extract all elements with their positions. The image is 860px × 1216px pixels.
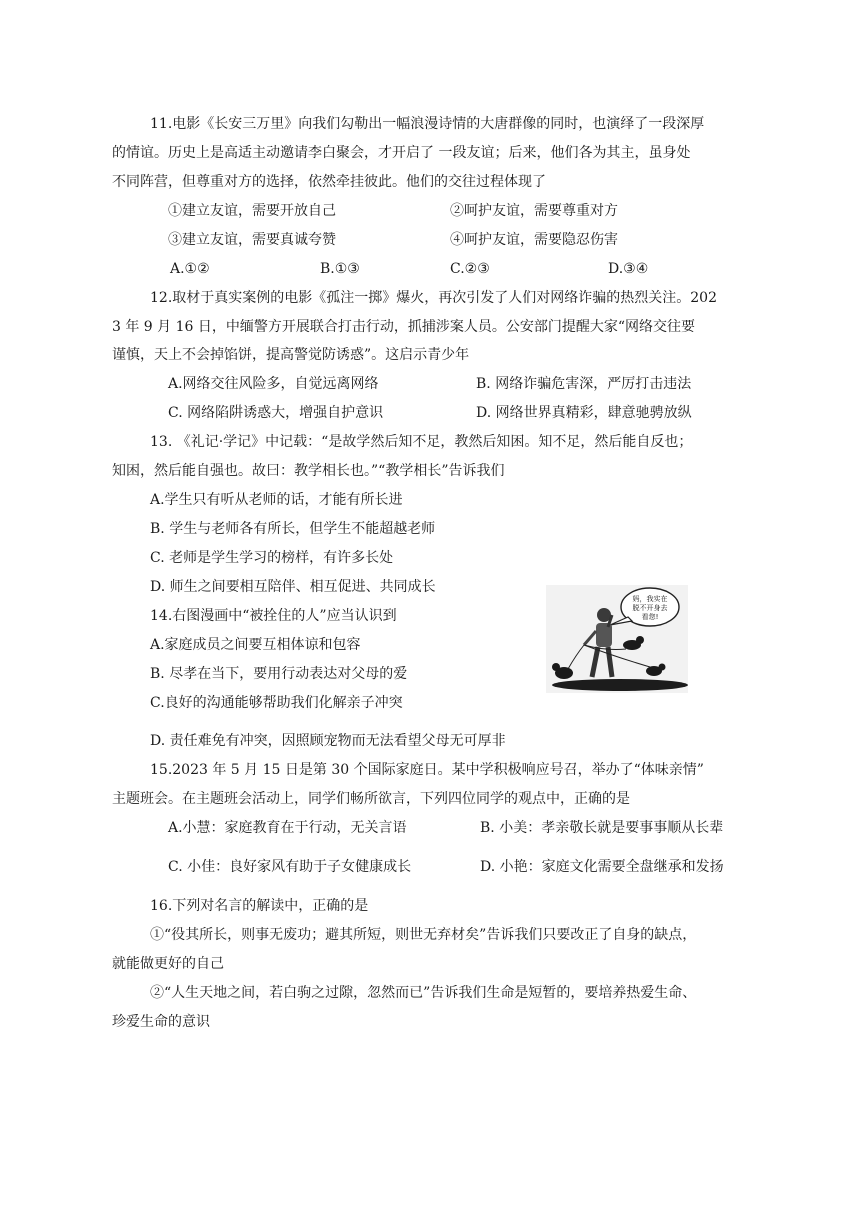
q11-line-3: 不同阵营，但尊重对方的选择，依然牵挂彼此。他们的交往过程体现了 [112,174,546,190]
q12-line-1: 12.取材于真实案例的电影《孤注一掷》爆火，再次引发了人们对网络诈骗的热烈关注。202 [150,290,717,306]
q16-line-4: ②“人生天地之间，若白驹之过隙，忽然而已”告诉我们生命是短暂的，要培养热爱生命、 [150,985,697,1001]
bubble-line-3: 看您! [641,613,659,621]
bubble-line-2: 脱不开身去 [632,604,668,612]
q15-option-a: A.小慧：家庭教育在于行动，无关言语 [168,820,407,836]
q12-option-c: C. 网络陷阱诱惑大，增强自护意识 [168,405,384,421]
q11-option-a: A.①② [170,261,210,277]
q16-line-3: 就能做更好的自己 [112,956,224,972]
q11-statement-4: ④呵护友谊，需要隐忍伤害 [450,232,618,248]
q13-option-a: A.学生只有听从老师的话，才能有所长进 [150,492,403,508]
q11-statement-1: ①建立友谊，需要开放自己 [168,203,336,219]
q11-option-c: C.②③ [450,261,490,277]
q11-statement-2: ②呵护友谊，需要尊重对方 [450,203,618,219]
q14-option-b: B. 尽孝在当下，要用行动表达对父母的爱 [150,666,408,682]
q16-line-2: ①“役其所长，则事无废功；避其所短，则世无弃材矣”告诉我们只要改正了自身的缺点， [150,927,697,943]
q12-line-2: 3 年 9 月 16 日，中缅警方开展联合打击行动，抓捕涉案人员。公安部门提醒大家“网络交往要 [112,319,696,335]
q12-option-a: A.网络交往风险多，自觉远离网络 [168,376,379,392]
q13-option-d: D. 师生之间要相互陪伴、相互促进、共同成长 [150,579,436,595]
q11-line-2: 的情谊。历史上是高适主动邀请李白聚会，才开启了 一段友谊；后来，他们各为其主，虽身处 [112,145,691,161]
q16-line-1: 16.下列对名言的解读中，正确的是 [150,898,369,914]
q14-option-c: C.良好的沟通能够帮助我们化解亲子冲突 [150,695,403,711]
q11-option-d: D.③④ [608,261,649,277]
q15-option-d: D. 小艳：家庭文化需要全盘继承和发扬 [480,859,724,875]
ground-shadow [552,679,688,691]
q13-line-2: 知困，然后能自强也。故曰：教学相长也。”“教学相长”告诉我们 [112,463,505,479]
q14-option-a: A.家庭成员之间要互相体谅和包容 [150,637,361,653]
q13-option-c: C. 老师是学生学习的榜样，有许多长处 [150,550,394,566]
q15-line-1: 15.2023 年 5 月 15 日是第 30 个国际家庭日。某中学积极响应号召，举办了“体味亲情” [150,762,704,778]
q11-option-b: B.①③ [320,261,360,277]
q12-option-b: B. 网络诈骗危害深，严厉打击违法 [476,376,692,392]
q14-option-d: D. 责任难免有冲突，因照顾宠物而无法看望父母无可厚非 [150,733,506,749]
q15-option-c: C. 小佳：良好家风有助于子女健康成长 [168,859,412,875]
q12-line-3: 谨慎，天上不会掉馅饼，提高警觉防诱惑”。这启示青少年 [112,347,470,363]
q15-option-b: B. 小美：孝亲敬长就是要事事顺从长辈 [480,820,724,836]
q14-line-1: 14.右图漫画中“被拴住的人”应当认识到 [150,608,397,624]
q16-line-5: 珍爱生命的意识 [112,1014,210,1030]
q13-line-1: 13. 《礼记·学记》中记载：“是故学然后知不足，教然后知困。知不足，然后能自反也； [150,434,693,450]
bubble-line-1: 妈，我实在 [632,595,668,603]
q15-line-2: 主题班会。在主题班会活动上，同学们畅所欲言，下列四位同学的观点中，正确的是 [112,791,630,807]
q11-statement-3: ③建立友谊，需要真诚夸赞 [168,232,336,248]
q11-line-1: 11.电影《长安三万里》向我们勾勒出一幅浪漫诗情的大唐群像的同时，也演绎了一段深厚 [150,116,705,132]
q12-option-d: D. 网络世界真精彩，肆意驰骋放纵 [476,405,692,421]
cartoon-image [546,585,688,693]
q13-option-b: B. 学生与老师各有所长，但学生不能超越老师 [150,521,436,537]
